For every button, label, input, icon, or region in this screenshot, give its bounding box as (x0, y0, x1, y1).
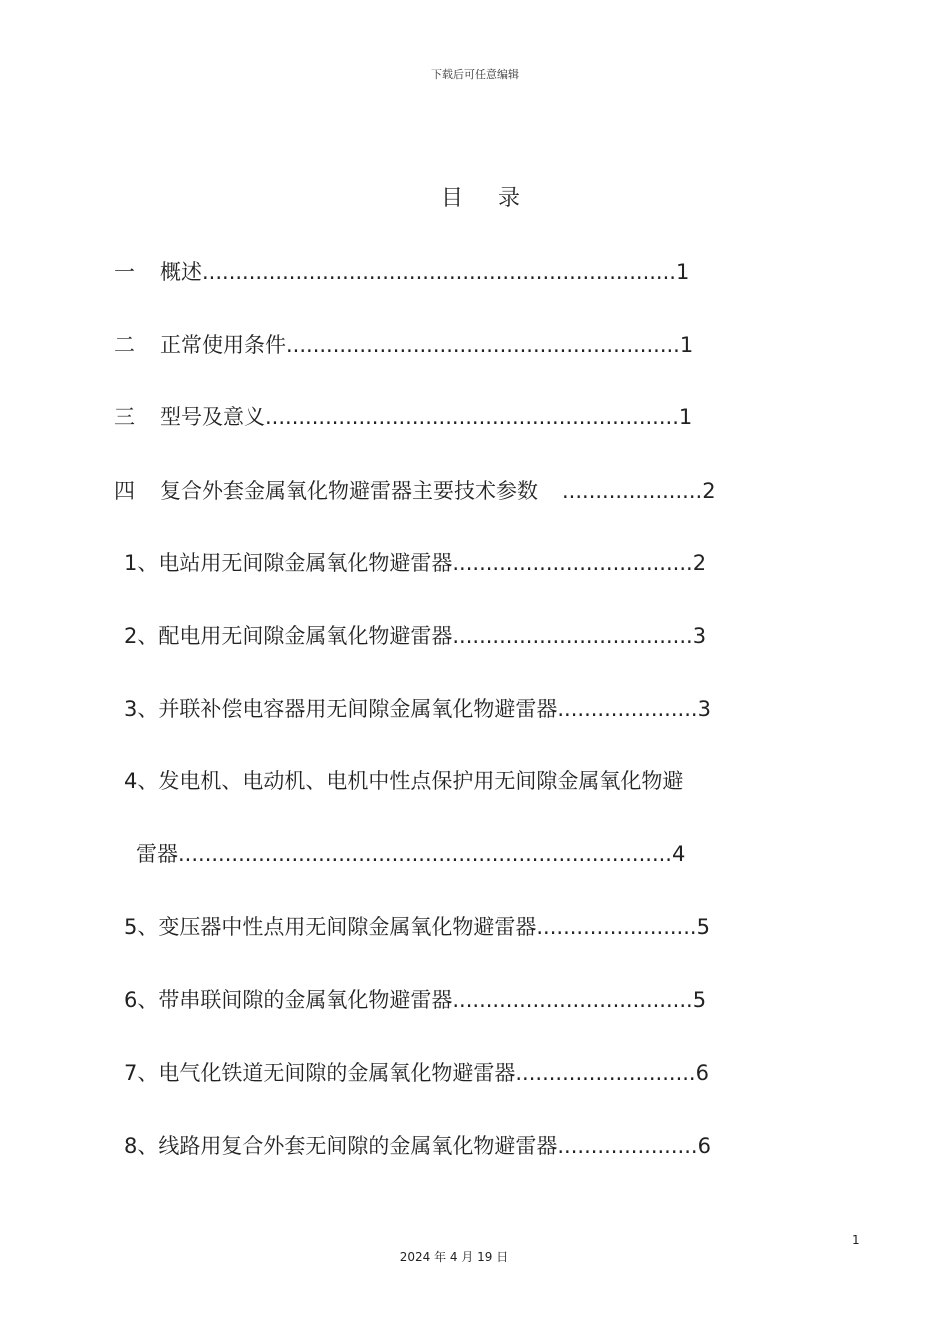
toc-entry-page: 6 (697, 1134, 711, 1158)
toc-entry[interactable] (124, 622, 706, 650)
toc-entry-text: 正常使用条件 (160, 333, 286, 357)
toc-entry-number: 5、 (124, 915, 159, 939)
toc-entry-dots: .................................... (452, 551, 693, 575)
toc-entry-page: 5 (696, 915, 710, 939)
toc-entry-text: 电站用无间隙金属氧化物避雷器 (158, 551, 453, 575)
toc-entry-text: 带串联间隙的金属氧化物避雷器 (158, 988, 453, 1012)
toc-entry[interactable] (114, 477, 716, 505)
toc-entry-text: 线路用复合外套无间隙的金属氧化物避雷器 (158, 1134, 558, 1158)
toc-entry[interactable] (124, 1059, 709, 1087)
toc-entry-number: 二 (114, 333, 135, 357)
toc-entry-text: 雷器 (136, 842, 178, 866)
toc-entry-number: 8、 (124, 1134, 159, 1158)
toc-entry-page: 3 (692, 624, 707, 648)
toc-entry-page: 3 (697, 697, 711, 721)
toc-entry-page: 6 (695, 1061, 709, 1085)
toc-entry-text: 发电机、电动机、电机中性点保护用无间隙金属氧化物避 (158, 769, 684, 793)
toc-entry-page: 5 (692, 988, 707, 1012)
toc-entry-dots: .................................... (452, 988, 693, 1012)
toc-entry-dots: ........................................................... (286, 333, 680, 357)
toc-entry-page: 1 (679, 333, 694, 357)
toc-entry[interactable] (124, 986, 706, 1014)
toc-entry-number: 6、 (124, 988, 159, 1012)
toc-entry-page: 1 (678, 405, 693, 429)
toc-entry[interactable] (114, 258, 689, 286)
toc-entry[interactable] (114, 403, 692, 431)
toc-entry-dots: ..................... (562, 479, 703, 503)
toc-entry-dots: ....................................................................... (202, 260, 676, 284)
toc-entry[interactable] (114, 331, 693, 359)
toc-entry-number: 2、 (124, 624, 159, 648)
header-note: 下载后可任意编辑 (431, 68, 519, 81)
toc-entry-text: 概述 (160, 260, 202, 284)
toc-entry-dots: ........................ (536, 915, 697, 939)
toc-entry-number: 7、 (124, 1061, 159, 1085)
toc-entry-number: 一 (114, 260, 135, 284)
toc-entry[interactable] (124, 1132, 711, 1160)
toc-entry[interactable] (124, 695, 711, 723)
toc-entry[interactable] (124, 767, 683, 795)
toc-entry-dots: ..................... (557, 697, 698, 721)
toc-entry-text: 并联补偿电容器用无间隙金属氧化物避雷器 (158, 697, 558, 721)
toc-title: 目 录 (441, 186, 534, 211)
toc-entry-number: 3、 (124, 697, 159, 721)
toc-entry-number: 1、 (124, 551, 159, 575)
toc-entry-page: 4 (671, 842, 686, 866)
toc-entry-text: 配电用无间隙金属氧化物避雷器 (158, 624, 453, 648)
toc-entry-number: 三 (114, 405, 135, 429)
toc-entry[interactable] (124, 549, 706, 577)
toc-entry-dots: .......................................................................... (178, 842, 672, 866)
toc-entry-page: 2 (702, 479, 716, 503)
toc-entry-text: 复合外套金属氧化物避雷器主要技术参数 (160, 479, 538, 503)
toc-entry[interactable] (136, 840, 685, 868)
toc-entry-page: 1 (675, 260, 690, 284)
toc-entry-dots: .................................... (452, 624, 693, 648)
toc-entry-number: 4、 (124, 769, 159, 793)
toc-entry-text: 型号及意义 (160, 405, 265, 429)
toc-entry-text: 电气化铁道无间隙的金属氧化物避雷器 (158, 1061, 516, 1085)
page-number: 1 (852, 1233, 860, 1247)
toc-entry-dots: .............................................................. (265, 405, 679, 429)
footer-date: 2024 年 4 月 19 日 (399, 1250, 509, 1264)
toc-entry[interactable] (124, 913, 710, 941)
toc-entry-dots: ..................... (557, 1134, 698, 1158)
toc-entry-text: 变压器中性点用无间隙金属氧化物避雷器 (158, 915, 537, 939)
toc-entry-page: 2 (692, 551, 707, 575)
toc-entry-dots: ........................... (515, 1061, 696, 1085)
toc-entry-number: 四 (114, 479, 135, 503)
